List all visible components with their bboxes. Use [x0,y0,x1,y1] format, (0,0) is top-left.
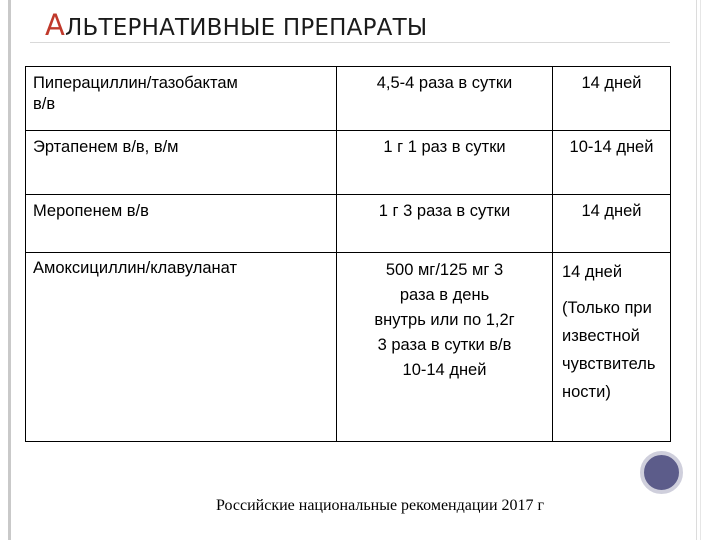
duration-line: 14 дней [562,263,623,281]
table-row [26,253,671,442]
duration-line: чувствитель [562,355,656,373]
drug-name-cell: Меропенем в/в [26,195,337,253]
duration-line: ности) [562,383,611,401]
drug-route: в/в [33,95,56,113]
dose-cell: 1 г 3 раза в сутки [337,195,553,253]
duration-cell: 14 дней [553,67,671,131]
duration-cell: 10-14 дней [553,131,671,195]
table-row [26,67,671,131]
decorative-circle [640,451,683,494]
title-underline [30,42,670,43]
drug-name-cell: Амоксициллин/клавуланат [26,253,337,442]
source-caption: Российские национальные рекомендации 2017 г [216,497,545,514]
slide-frame-right [696,0,697,540]
table-row [26,195,671,253]
drug-name-cell: Эртапенем в/в, в/м [26,131,337,195]
duration-line: известной [562,327,640,345]
duration-line: (Только при [562,299,652,317]
slide-frame-left [8,0,11,540]
dose-line: внутрь или по 1,2г [374,311,515,329]
drug-name: Пиперациллин/тазобактам [33,74,238,92]
alternative-drugs-table [25,66,671,442]
dose-cell: 4,5-4 раза в сутки [337,67,553,131]
slide-title [45,8,427,42]
drug-name-cell [26,67,337,131]
dose-line: 3 раза в сутки в/в [377,336,512,354]
title-first-letter: А [45,8,66,42]
dose-cell: 1 г 1 раз в сутки [337,131,553,195]
duration-text [560,258,663,406]
dose-line: 10-14 дней [402,361,487,379]
table-row [26,131,671,195]
dose-text [344,258,545,383]
title-rest: ЛЬТЕРНАТИВНЫЕ ПРЕПАРАТЫ [65,15,428,41]
duration-cell: 14 дней [553,195,671,253]
dose-line: 500 мг/125 мг 3 [385,261,504,279]
slide-frame-right-inner [700,0,701,540]
dose-line: раза в день [399,286,490,304]
dose-cell [337,253,553,442]
duration-cell [553,253,671,442]
